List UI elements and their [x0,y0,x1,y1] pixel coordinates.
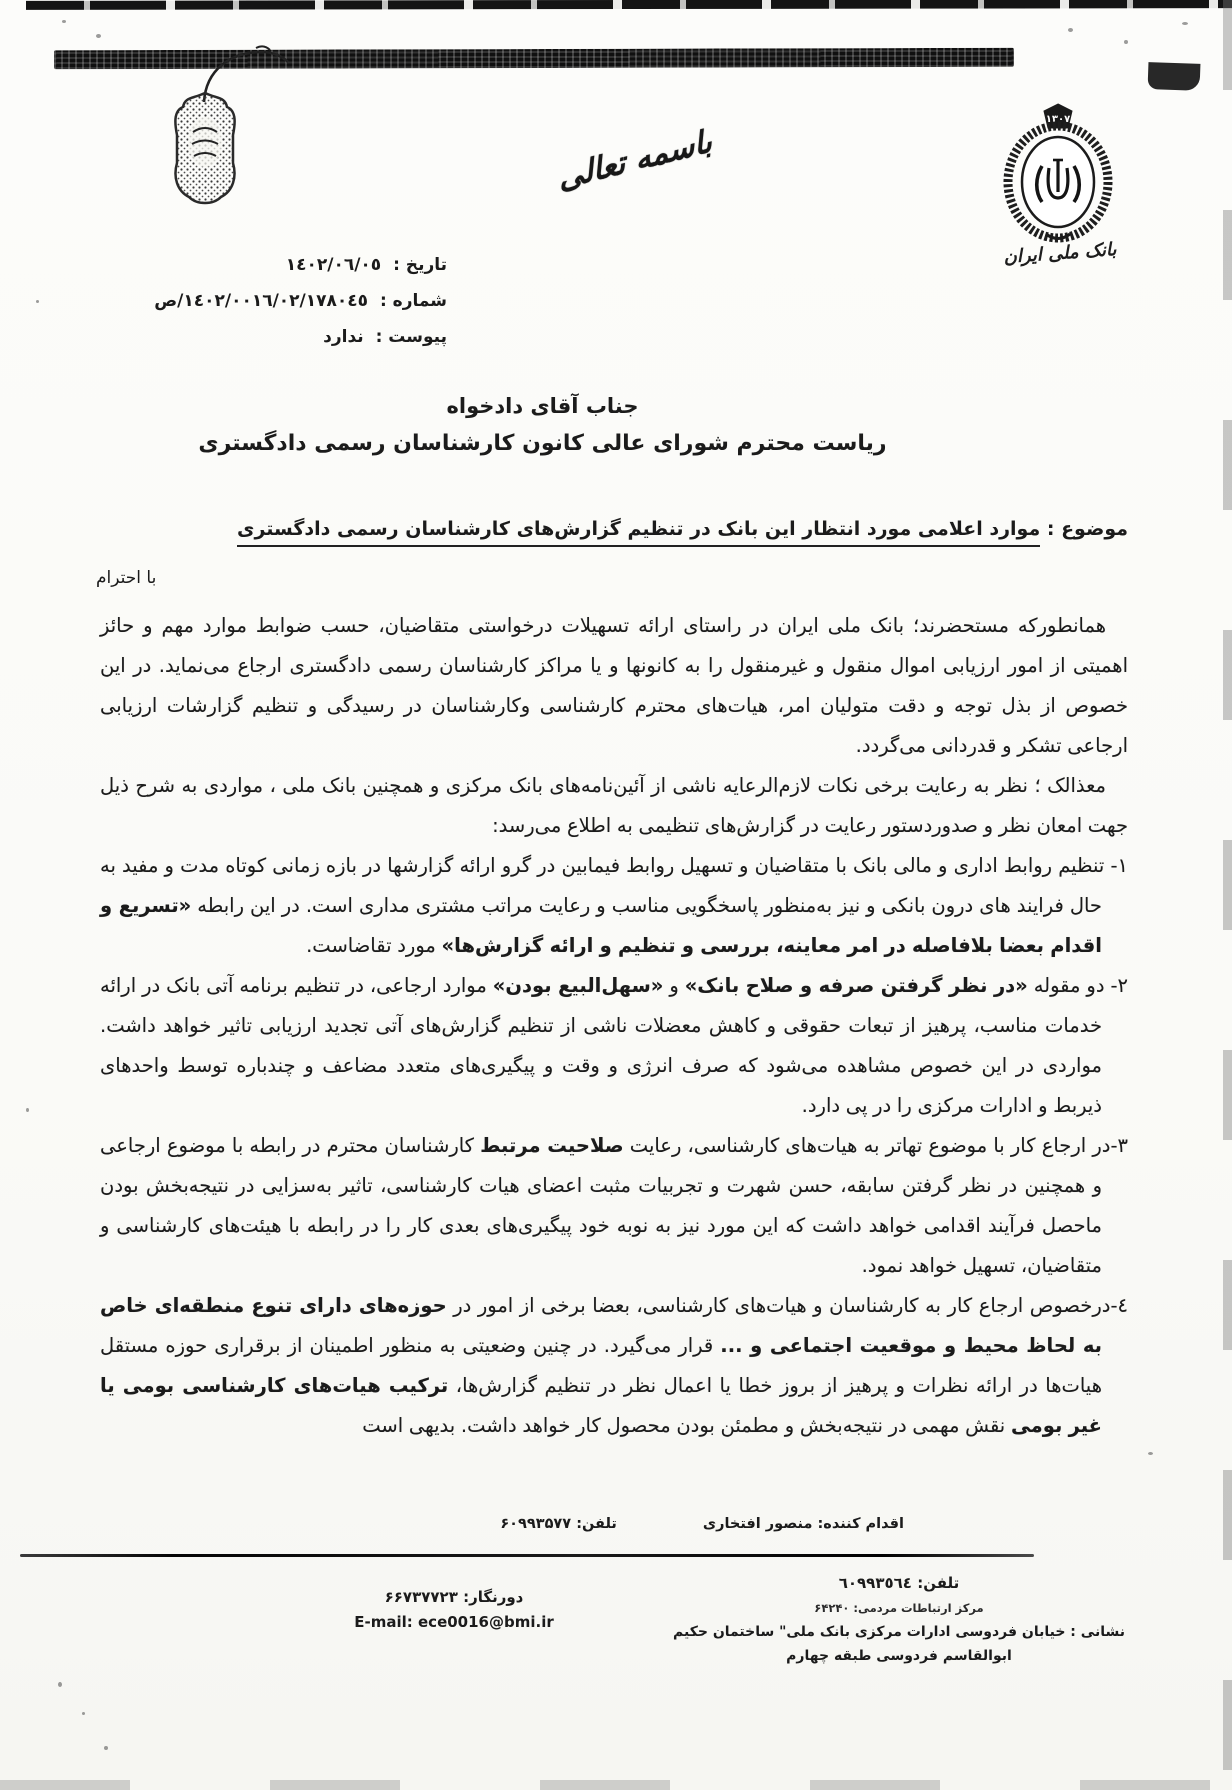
actor-phone-line [500,1516,617,1532]
ink-speck [1182,22,1188,25]
ink-speck [1124,40,1128,44]
ink-speck [1148,1452,1153,1455]
emphasis-text: «تسریع و اقدام بعضا بلافاصله در امر معاینه، بررسی و تنظیم و ارائه گزارش‌ها» [100,894,1102,957]
body-paragraph [100,766,1128,846]
actor-label: اقدام کننده: [817,1516,904,1532]
paragraph-text: موارد ارجاعی، در تنظیم برنامه آتی بانک در ارائه خدمات مناسب، پرهیز از تبعات حقوقی و کاهش معضلات ناشی از تنظیم گزارش‌های آتی تجدید ارزیابی تاثیر خواهد داشت. مواردی در این خصوص مشاهده می‌شود که صرف انرژی و وقت و پیگیری‌های متعدد مضاعف و چندباره توسط واحدهای ذیربط و ادارات مرکزی را در پی دارد. [100,974,1102,1117]
recipient-block [0,394,1085,456]
attachment-value: ندارد [323,327,364,347]
ink-speck [26,1108,29,1112]
bank-name-calligraphy: بانک ملی ایران [1002,239,1118,268]
letter-meta [67,250,447,358]
bismillah-calligraphy: باسمه تعالی [555,123,715,198]
ink-speck [62,20,66,23]
footer-fax-label: دورنگار: [463,1588,524,1606]
body-paragraph [100,606,1128,766]
phone-value: ۶۰۹۹۳۵۷۷ [500,1516,572,1532]
number-row [67,286,447,322]
paragraph-text: قرار می‌گیرد. در چنین وضعیتی به منظور اطمینان از برقراری حوزه مستقل هیات‌ها در ارائه نظرات و پرهیز از بروز خطا یا اعمال نظر در تنظیم گزارش‌ها، [100,1334,1102,1397]
date-label: تاریخ : [393,255,447,275]
footer-email [293,1613,615,1631]
subject-line [237,518,1128,540]
emphasis-text: صلاحیت مرتبط [480,1134,624,1157]
body-paragraph [100,1126,1128,1286]
ink-speck [1068,28,1073,32]
ink-speck [36,300,39,303]
scan-artifact-band-tail [1148,62,1201,91]
footer-address-line2: ابوالقاسم فردوسی طبقه چهارم [786,1648,1012,1664]
paragraph-text: همانطورکه مستحضرند؛ بانک ملی ایران در راستای ارائه تسهیلات درخواستی متقاضیان، حسب ضوابط موارد مهم و حائز اهمیتی از امور ارزیابی اموال منقول و غیرمنقول را به کانونها و یا مراکز کارشناسان رسمی دادگستری ارجاع می‌نماید. در این خصوص از بذل توجه و دقت متولیان امر، هیات‌های محترم کارشناسی وکارشناسان در رسیدگی و تنظیم گزارشات ارزیابی ارجاعی تشکر و قدردانی می‌گردد. [100,614,1128,757]
footer-email-label: E-mail: [354,1613,413,1631]
subject-text: موارد اعلامی مورد انتظار این بانک در تنظیم گزارش‌های کارشناسان رسمی دادگستری [237,518,1040,547]
divider-rule [20,1554,1034,1557]
footer-fax-email-block [293,1588,615,1631]
paragraph-text: ١- تنظیم روابط اداری و مالی بانک با متقاضیان و تسهیل روابط فیمابین در گرو ارائه گزارشها در بازه زمانی کوتاه مدت و مفید به حال فرایند های درون بانکی و نیز به‌منظور پاسخگویی مناسب و رعایت مراتب مشتری مداری است. در این رابطه [100,854,1128,917]
footer-phone-label: تلفن: [917,1574,960,1592]
paragraph-text: مورد تقاضاست. [306,934,442,957]
body-paragraph [100,1286,1128,1446]
scan-edge-right [1223,0,1232,1790]
attachment-label: پیوست : [375,327,447,347]
paragraph-text: ٢- دو مقوله [1027,974,1128,997]
footer-call-center-value: ۶۴۲۴۰ [814,1601,850,1615]
actor-name: منصور افتخاری [702,1516,813,1532]
footer-call-center [734,1601,1064,1615]
footer-fax [293,1588,615,1606]
recipient-title: ریاست محترم شورای عالی کانون کارشناسان رسمی دادگستری [198,431,887,456]
footer-email-value: ece0016@bmi.ir [418,1613,554,1631]
signature-row [500,1516,904,1532]
ink-speck [82,1712,85,1715]
date-value: ١٤٠٢/٠٦/٠٥ [285,255,382,275]
emphasis-text: «در نظر گرفتن صرفه و صلاح بانک» [684,974,1028,997]
registrar-stamp-icon [162,90,248,212]
emphasis-text: «سهل‌البیع بودن» [492,974,664,997]
paragraph-text: معذالک ؛ نظر به رعایت برخی نکات لازم‌الرعایه ناشی از آئین‌نامه‌های بانک مرکزی و همچنین بانک ملی ، مواردی به شرح ذیل جهت امعان نظر و صدوردستور رعایت در گزارش‌های تنظیمی به اطلاع می‌رسد: [100,774,1128,837]
footer-contact-block [673,1574,1125,1664]
attachment-row [67,322,447,358]
phone-label: تلفن: [576,1516,617,1532]
ink-speck [96,34,101,38]
scan-artifact-top-band [26,0,1232,10]
footer-address-line1: نشانی : خیابان فردوسی ادارات مرکزی بانک ملی" ساختمان حکیم [673,1624,1125,1640]
paragraph-text: نقش مهمی در نتیجه‌بخش و مطمئن بودن محصول کار خواهد داشت. بدیهی است [362,1414,1011,1437]
bank-logo-year: ۱۳۰۷ [1045,114,1071,125]
emphasis-text: ترکیب هیات‌های کارشناسی بومی یا غیر بومی [100,1374,1102,1437]
subject-label: موضوع : [1046,518,1128,540]
actor-line [703,1516,904,1532]
salutation: با احترام [96,568,157,588]
number-value: ١٤٠٢/٠٠١٦/٠٢/١٧٨٠٤٥/ص [154,291,369,311]
footer-fax-value: ۶۶۷۳۷۷۲۳ [384,1588,458,1606]
body-paragraphs [100,606,1128,1446]
footer-phone [734,1574,1064,1592]
recipient-name: جناب آقای دادخواه [446,394,639,418]
bank-melli-logo-icon [1000,102,1116,244]
number-label: شماره : [379,291,447,311]
ink-speck [104,1746,108,1750]
emphasis-text: حوزه‌های دارای تنوع منطقه‌ای خاص به لحاظ محیط و موقعیت اجتماعی و ... [100,1294,1103,1357]
paragraph-text: ٣-در ارجاع کار با موضوع تهاتر به هیات‌های کارشناسی، رعایت [623,1134,1128,1157]
ink-speck [58,1682,62,1687]
footer-call-center-label: مرکز ارتباطات مردمی: [853,1601,984,1615]
paragraph-text: ٤-درخصوص ارجاع کار به کارشناسان و هیات‌های کارشناسی، بعضا برخی از امور در [446,1294,1128,1317]
footer-phone-value: ٦٠٩٩٣٥٦٤ [838,1574,912,1592]
body-paragraph [100,966,1128,1126]
body-paragraph [100,846,1128,966]
scan-edge-bottom [0,1780,1232,1790]
date-row [67,250,447,286]
paragraph-text: کارشناسان محترم در رابطه با موضوع ارجاعی و همچنین در نظر گرفتن سابقه، حسن شهرت و تجربیات مثبت اعضای هیات کارشناسی، تاثیر به‌سزایی در نتیجه‌بخش بودن ماحصل فرآیند اقدامی خواهد داشت که این مورد نیز به نوبه خود پیگیری‌های بعدی کار را در رابطه با هیئت‌های کارشناسی و متقاضیان، تسهیل خواهد نمود. [100,1134,1102,1277]
paragraph-text: و [663,974,685,997]
